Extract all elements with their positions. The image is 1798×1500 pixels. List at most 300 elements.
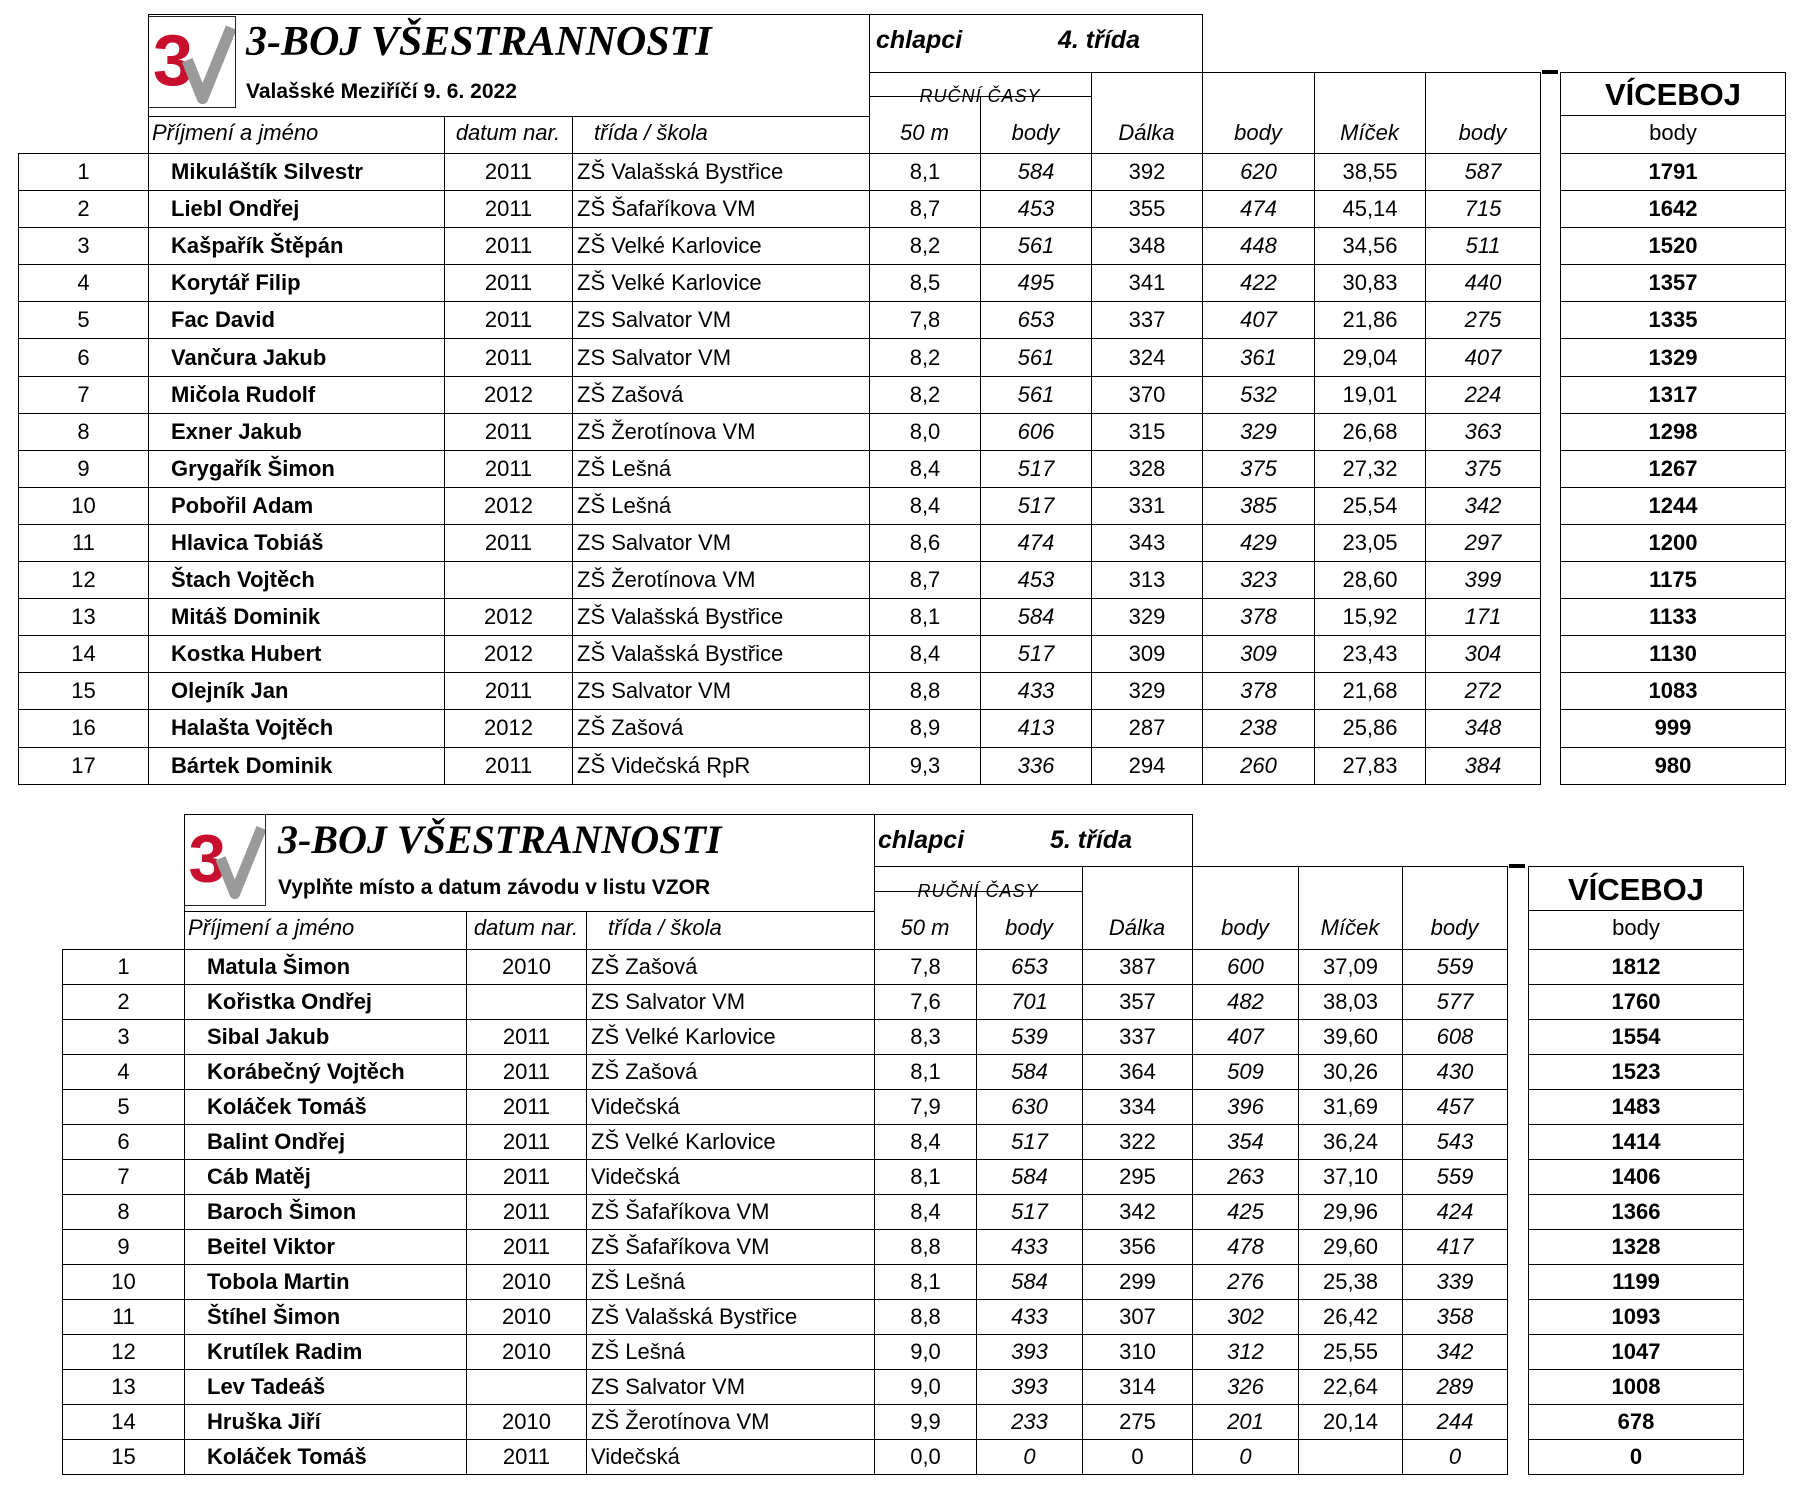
total-row: [1561, 673, 1786, 710]
total-points: 1267: [1561, 450, 1786, 487]
long-jump-points: 354: [1193, 1125, 1299, 1160]
long-jump-distance: 370: [1092, 376, 1203, 413]
long-jump-distance: 329: [1092, 599, 1203, 636]
table-row: [63, 950, 1508, 985]
school-name: ZŠ Valašská Bystřice: [573, 154, 870, 191]
athlete-name: Štach Vojtěch: [149, 562, 445, 599]
rank-cell: 5: [19, 302, 149, 339]
sprint-points: 336: [981, 747, 1092, 784]
sprint-time: 8,1: [870, 599, 981, 636]
rank-cell: 1: [63, 950, 185, 985]
athlete-name: Hlavica Tobiáš: [149, 524, 445, 561]
birth-year: 2011: [445, 265, 573, 302]
birth-year: 2012: [445, 599, 573, 636]
ball-throw-points: 587: [1426, 154, 1541, 191]
total-row: [1529, 985, 1744, 1020]
school-name: ZŠ Velké Karlovice: [573, 265, 870, 302]
long-jump-distance: 348: [1092, 228, 1203, 265]
table-row: [19, 228, 1541, 265]
sprint-time: 8,4: [870, 450, 981, 487]
long-jump-distance: 275: [1083, 1405, 1193, 1440]
rank-cell: 12: [63, 1335, 185, 1370]
total-row: [1561, 228, 1786, 265]
sprint-points: 453: [981, 191, 1092, 228]
table-row: [63, 1335, 1508, 1370]
total-row: [1561, 487, 1786, 524]
long-jump-distance: 294: [1092, 747, 1203, 784]
total-row: [1561, 562, 1786, 599]
results-table: [18, 153, 1541, 785]
long-jump-points: 422: [1203, 265, 1315, 302]
total-points: 1317: [1561, 376, 1786, 413]
athlete-name: Sibal Jakub: [185, 1020, 467, 1055]
rule-line: [869, 72, 1540, 73]
sprint-points: 517: [981, 636, 1092, 673]
total-points: 1335: [1561, 302, 1786, 339]
ball-throw-points: 440: [1426, 265, 1541, 302]
total-points: 678: [1529, 1405, 1744, 1440]
total-row: [1561, 599, 1786, 636]
ball-throw-points: 297: [1426, 524, 1541, 561]
svg-text:3: 3: [188, 821, 227, 897]
birth-year: 2011: [445, 524, 573, 561]
sprint-points: 606: [981, 413, 1092, 450]
long-jump-points: 509: [1193, 1055, 1299, 1090]
school-name: ZS Salvator VM: [573, 302, 870, 339]
ball-throw-points: 244: [1403, 1405, 1508, 1440]
long-jump-distance: 322: [1083, 1125, 1193, 1160]
total-row: [1561, 450, 1786, 487]
total-points: 1520: [1561, 228, 1786, 265]
ball-throw-points: 375: [1426, 450, 1541, 487]
header-sprint-points: body: [1005, 915, 1053, 940]
table-row: [19, 413, 1541, 450]
long-jump-distance: 334: [1083, 1090, 1193, 1125]
birth-year: 2011: [445, 413, 573, 450]
school-name: ZŠ Valašská Bystřice: [587, 1300, 875, 1335]
sprint-points: 561: [981, 228, 1092, 265]
total-points: 1414: [1529, 1125, 1744, 1160]
rule-line: [148, 116, 869, 117]
total-points: 1328: [1529, 1230, 1744, 1265]
rule-line: [1785, 116, 1786, 153]
birth-year: 2011: [445, 747, 573, 784]
table-row: [63, 1405, 1508, 1440]
ball-throw-points: 363: [1426, 413, 1541, 450]
total-row: [1561, 524, 1786, 561]
total-points: 1812: [1529, 950, 1744, 985]
ball-throw-distance: 21,68: [1315, 673, 1426, 710]
athlete-name: Exner Jakub: [149, 413, 445, 450]
long-jump-points: 323: [1203, 562, 1315, 599]
long-jump-points: 482: [1193, 985, 1299, 1020]
athlete-name: Bártek Dominik: [149, 747, 445, 784]
total-points: 1523: [1529, 1055, 1744, 1090]
class-label: 4. třída: [1058, 26, 1140, 54]
athlete-name: Krutílek Radim: [185, 1335, 467, 1370]
rank-cell: 11: [19, 524, 149, 561]
ball-throw-distance: 21,86: [1315, 302, 1426, 339]
rank-cell: 2: [19, 191, 149, 228]
long-jump-distance: 314: [1083, 1370, 1193, 1405]
ball-throw-distance: 26,68: [1315, 413, 1426, 450]
athlete-name: Korábečný Vojtěch: [185, 1055, 467, 1090]
table-row: [63, 1265, 1508, 1300]
birth-year: 2011: [445, 673, 573, 710]
athlete-name: Fac David: [149, 302, 445, 339]
sprint-time: 7,8: [870, 302, 981, 339]
total-points: 1483: [1529, 1090, 1744, 1125]
total-points: 1357: [1561, 265, 1786, 302]
table-row: [19, 376, 1541, 413]
sprint-time: 8,1: [875, 1160, 977, 1195]
ball-throw-points: 224: [1426, 376, 1541, 413]
birth-year: 2011: [467, 1020, 587, 1055]
rank-cell: 1: [19, 154, 149, 191]
rank-cell: 8: [19, 413, 149, 450]
sprint-points: 413: [981, 710, 1092, 747]
rule-line: [1560, 116, 1561, 153]
birth-year: 2010: [467, 1335, 587, 1370]
school-name: ZŠ Velké Karlovice: [573, 228, 870, 265]
birth-year: 2011: [467, 1055, 587, 1090]
school-name: ZS Salvator VM: [573, 339, 870, 376]
birth-year: 2011: [467, 1195, 587, 1230]
rank-cell: 12: [19, 562, 149, 599]
sprint-points: 584: [981, 154, 1092, 191]
total-row: [1561, 265, 1786, 302]
ball-throw-points: 511: [1426, 228, 1541, 265]
total-points: 1200: [1561, 524, 1786, 561]
table-row: [19, 636, 1541, 673]
sprint-time: 8,4: [875, 1195, 977, 1230]
header-birth-year: datum nar.: [473, 915, 579, 940]
total-points: 1554: [1529, 1020, 1744, 1055]
athlete-name: Kašpařík Štěpán: [149, 228, 445, 265]
birth-year: 2010: [467, 1405, 587, 1440]
ball-throw-distance: 25,86: [1315, 710, 1426, 747]
birth-year: 2012: [445, 710, 573, 747]
athlete-name: Mikuláštík Silvestr: [149, 154, 445, 191]
sprint-time: 8,7: [870, 562, 981, 599]
sprint-points: 517: [981, 487, 1092, 524]
sprint-points: 393: [977, 1335, 1083, 1370]
total-row: [1561, 191, 1786, 228]
long-jump-points: 600: [1193, 950, 1299, 985]
long-jump-distance: 295: [1083, 1160, 1193, 1195]
rule-line: [1540, 72, 1541, 153]
category-label: chlapci: [878, 826, 965, 854]
athlete-name: Kostka Hubert: [149, 636, 445, 673]
birth-year: 2011: [445, 154, 573, 191]
header-name: Příjmení a jméno: [152, 120, 319, 145]
header-total-points: body: [1612, 915, 1660, 940]
ball-throw-points: 342: [1403, 1335, 1508, 1370]
table-row: [19, 487, 1541, 524]
ball-throw-points: 457: [1403, 1090, 1508, 1125]
athlete-name: Liebl Ondřej: [149, 191, 445, 228]
long-jump-distance: 337: [1083, 1020, 1193, 1055]
sprint-time: 8,6: [870, 524, 981, 561]
table-row: [63, 985, 1508, 1020]
sprint-time: 8,8: [875, 1230, 977, 1265]
rank-cell: 5: [63, 1090, 185, 1125]
sprint-time: 8,4: [870, 487, 981, 524]
total-points: 1130: [1561, 636, 1786, 673]
birth-year: 2010: [467, 1300, 587, 1335]
ball-throw-points: 348: [1426, 710, 1541, 747]
rule-line: [1192, 814, 1193, 866]
header-ball-throw: Míček: [1320, 915, 1380, 940]
ball-throw-points: 543: [1403, 1125, 1508, 1160]
athlete-name: Mitáš Dominik: [149, 599, 445, 636]
total-row: [1529, 1300, 1744, 1335]
long-jump-distance: 387: [1083, 950, 1193, 985]
school-name: ZŠ Zašová: [587, 1055, 875, 1090]
birth-year: 2010: [467, 950, 587, 985]
table-row: [63, 1055, 1508, 1090]
table-row: [63, 1230, 1508, 1265]
bracket-mark: [1509, 864, 1525, 868]
school-name: ZŠ Valašská Bystřice: [573, 636, 870, 673]
total-points: 1760: [1529, 985, 1744, 1020]
results-table: [62, 949, 1508, 1475]
long-jump-points: 309: [1203, 636, 1315, 673]
ball-throw-distance: 19,01: [1315, 376, 1426, 413]
table-row: [63, 1370, 1508, 1405]
school-name: Videčská: [587, 1440, 875, 1475]
birth-year: 2012: [445, 376, 573, 413]
header-sprint-points: body: [1011, 120, 1060, 145]
sprint-time: 8,4: [875, 1125, 977, 1160]
combined-event-header: VÍCEBOJ: [1528, 866, 1744, 911]
sprint-time: 7,6: [875, 985, 977, 1020]
ball-throw-distance: 15,92: [1315, 599, 1426, 636]
birth-year: 2011: [445, 228, 573, 265]
ball-throw-points: 384: [1426, 747, 1541, 784]
header-sprint: 50 m: [900, 915, 950, 940]
athlete-name: Pobořil Adam: [149, 487, 445, 524]
sprint-time: 8,2: [870, 228, 981, 265]
ball-throw-distance: 34,56: [1315, 228, 1426, 265]
long-jump-distance: 355: [1092, 191, 1203, 228]
total-row: [1561, 413, 1786, 450]
athlete-name: Mičola Rudolf: [149, 376, 445, 413]
long-jump-points: 0: [1193, 1440, 1299, 1475]
long-jump-points: 378: [1203, 673, 1315, 710]
ball-throw-distance: 23,43: [1315, 636, 1426, 673]
long-jump-distance: 331: [1092, 487, 1203, 524]
birth-year: 2011: [445, 191, 573, 228]
total-row: [1529, 1265, 1744, 1300]
athlete-name: Kořistka Ondřej: [185, 985, 467, 1020]
ball-throw-distance: 45,14: [1315, 191, 1426, 228]
ball-throw-distance: 28,60: [1315, 562, 1426, 599]
ball-throw-distance: 20,14: [1299, 1405, 1403, 1440]
long-jump-points: 361: [1203, 339, 1315, 376]
athlete-name: Hruška Jiří: [185, 1405, 467, 1440]
total-row: [1561, 376, 1786, 413]
long-jump-points: 201: [1193, 1405, 1299, 1440]
ball-throw-distance: 27,32: [1315, 450, 1426, 487]
table-row: [19, 302, 1541, 339]
rank-cell: 17: [19, 747, 149, 784]
total-row: [1529, 1090, 1744, 1125]
athlete-name: Olejník Jan: [149, 673, 445, 710]
class-label: 5. třída: [1050, 826, 1132, 854]
competition-title: 3-BOJ VŠESTRANNOSTI: [278, 817, 722, 862]
total-points: 1133: [1561, 599, 1786, 636]
ball-throw-distance: 36,24: [1299, 1125, 1403, 1160]
school-name: ZŠ Žerotínova VM: [573, 413, 870, 450]
long-jump-distance: 343: [1092, 524, 1203, 561]
ball-throw-points: 559: [1403, 950, 1508, 985]
school-name: ZŠ Zašová: [587, 950, 875, 985]
total-row: [1529, 950, 1744, 985]
birth-year: [445, 562, 573, 599]
sprint-time: 8,3: [875, 1020, 977, 1055]
rank-cell: 9: [63, 1230, 185, 1265]
long-jump-distance: 392: [1092, 154, 1203, 191]
header-birth-year: datum nar.: [455, 120, 561, 145]
sprint-points: 539: [977, 1020, 1083, 1055]
long-jump-points: 238: [1203, 710, 1315, 747]
total-row: [1529, 1160, 1744, 1195]
table-row: [63, 1020, 1508, 1055]
long-jump-points: 385: [1203, 487, 1315, 524]
rank-cell: 13: [63, 1370, 185, 1405]
ball-throw-distance: 25,55: [1299, 1335, 1403, 1370]
birth-year: 2011: [467, 1230, 587, 1265]
athlete-name: Beitel Viktor: [185, 1230, 467, 1265]
school-name: ZŠ Šafaříkova VM: [573, 191, 870, 228]
ball-throw-points: 417: [1403, 1230, 1508, 1265]
athlete-name: Vančura Jakub: [149, 339, 445, 376]
sprint-time: 8,1: [875, 1055, 977, 1090]
total-points: 999: [1561, 710, 1786, 747]
ball-throw-distance: 37,10: [1299, 1160, 1403, 1195]
table-row: [63, 1300, 1508, 1335]
long-jump-points: 620: [1203, 154, 1315, 191]
birth-year: 2012: [445, 636, 573, 673]
sprint-time: 9,0: [875, 1370, 977, 1405]
long-jump-points: 260: [1203, 747, 1315, 784]
rank-cell: 13: [19, 599, 149, 636]
rule-line: [148, 14, 1202, 15]
long-jump-points: 312: [1193, 1335, 1299, 1370]
school-name: ZS Salvator VM: [587, 985, 875, 1020]
header-ball-points: body: [1458, 120, 1507, 145]
rank-cell: 9: [19, 450, 149, 487]
rank-cell: 15: [63, 1440, 185, 1475]
table-row: [63, 1440, 1508, 1475]
long-jump-distance: 0: [1083, 1440, 1193, 1475]
athlete-name: Grygařík Šimon: [149, 450, 445, 487]
total-row: [1529, 1370, 1744, 1405]
header-ball-points: body: [1430, 915, 1479, 940]
school-name: ZŠ Žerotínova VM: [573, 562, 870, 599]
header-school: třída / škola: [608, 915, 722, 940]
rule-line: [874, 866, 1507, 867]
long-jump-points: 329: [1203, 413, 1315, 450]
long-jump-distance: 337: [1092, 302, 1203, 339]
rank-cell: 6: [19, 339, 149, 376]
long-jump-points: 407: [1203, 302, 1315, 339]
ball-throw-points: 430: [1403, 1055, 1508, 1090]
total-row: [1529, 1020, 1744, 1055]
header-jump-points: body: [1234, 120, 1282, 145]
athlete-name: Koláček Tomáš: [185, 1440, 467, 1475]
rule-line: [572, 116, 573, 153]
combined-event-header: VÍCEBOJ: [1560, 72, 1786, 116]
sprint-points: 630: [977, 1090, 1083, 1125]
competition-subtitle: Vyplňte místo a datum závodu v listu VZOR: [278, 876, 711, 899]
long-jump-distance: 328: [1092, 450, 1203, 487]
total-points: 1329: [1561, 339, 1786, 376]
ball-throw-distance: [1299, 1440, 1403, 1475]
total-points-table: [1560, 153, 1786, 785]
header-jump-points: body: [1221, 915, 1269, 940]
athlete-name: Lev Tadeáš: [185, 1370, 467, 1405]
total-row: [1529, 1230, 1744, 1265]
sprint-points: 517: [981, 450, 1092, 487]
ball-throw-points: 424: [1403, 1195, 1508, 1230]
athlete-name: Halašta Vojtěch: [149, 710, 445, 747]
rank-cell: 11: [63, 1300, 185, 1335]
long-jump-distance: 324: [1092, 339, 1203, 376]
long-jump-distance: 299: [1083, 1265, 1193, 1300]
sprint-time: 8,9: [870, 710, 981, 747]
long-jump-points: 326: [1193, 1370, 1299, 1405]
3v-logo-icon: [148, 16, 236, 108]
athlete-name: Tobola Martin: [185, 1265, 467, 1300]
sprint-points: 584: [977, 1265, 1083, 1300]
long-jump-distance: 342: [1083, 1195, 1193, 1230]
birth-year: 2010: [467, 1265, 587, 1300]
ball-throw-points: 399: [1426, 562, 1541, 599]
total-row: [1561, 302, 1786, 339]
ball-throw-points: 577: [1403, 985, 1508, 1020]
school-name: Videčská: [587, 1160, 875, 1195]
ball-throw-distance: 37,09: [1299, 950, 1403, 985]
long-jump-points: 478: [1193, 1230, 1299, 1265]
ball-throw-distance: 26,42: [1299, 1300, 1403, 1335]
rank-cell: 3: [19, 228, 149, 265]
table-row: [19, 747, 1541, 784]
school-name: ZŠ Videčská RpR: [573, 747, 870, 784]
long-jump-points: 276: [1193, 1265, 1299, 1300]
birth-year: [467, 985, 587, 1020]
birth-year: [467, 1370, 587, 1405]
rule-line: [1528, 911, 1529, 949]
rank-cell: 7: [19, 376, 149, 413]
ball-throw-points: 715: [1426, 191, 1541, 228]
sprint-time: 8,2: [870, 376, 981, 413]
ball-throw-points: 275: [1426, 302, 1541, 339]
ball-throw-distance: 25,38: [1299, 1265, 1403, 1300]
ball-throw-distance: 29,04: [1315, 339, 1426, 376]
long-jump-distance: 329: [1092, 673, 1203, 710]
svg-text:3: 3: [152, 19, 194, 101]
ball-throw-points: 304: [1426, 636, 1541, 673]
ball-throw-points: 0: [1403, 1440, 1508, 1475]
school-name: ZŠ Šafaříkova VM: [587, 1230, 875, 1265]
rule-line: [1202, 14, 1203, 72]
sprint-points: 701: [977, 985, 1083, 1020]
3v-logo-icon: [184, 814, 266, 906]
rank-cell: 3: [63, 1020, 185, 1055]
table-row: [19, 154, 1541, 191]
